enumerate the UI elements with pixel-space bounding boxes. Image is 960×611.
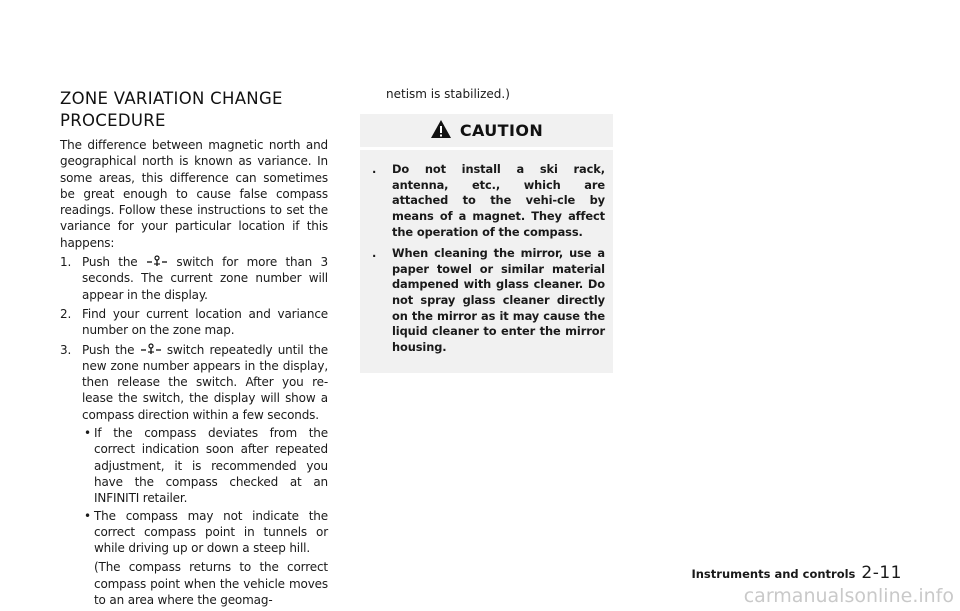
section-heading-line-1: ZONE VARIATION CHANGE (60, 89, 283, 108)
step-number: 1. (60, 255, 72, 270)
page-number: 2-11 (861, 563, 902, 583)
caution-item-1 (368, 162, 605, 240)
compass-switch-icon (140, 343, 162, 355)
step-text: Push the switch for more than 3 seconds. The current zone number will appear in the display. (82, 255, 329, 302)
section-heading-line-2: PROCEDURE (60, 111, 166, 130)
caution-bullet: . (372, 246, 377, 261)
caution-text: When cleaning the mirror, use a paper towel or similar material dampened with glass cleaner. Do not spray glass cleaner directly on the mirror as it may cause the liquid cleaner to enter the mirror housing. (392, 246, 605, 354)
caution-item-2 (368, 246, 605, 355)
bullet-item-2 (82, 508, 328, 557)
step-item-1 (60, 254, 328, 303)
continued-text: netism is stabilized.) (386, 87, 510, 101)
caution-box (360, 114, 613, 373)
left-column (60, 88, 328, 608)
caution-text: Do not install a ski rack, antenna, etc., which are attached to the vehi-cle by means of a magnet. They affect the operation of the compass. (392, 162, 605, 239)
right-column (360, 86, 613, 373)
warning-triangle-icon (430, 119, 460, 143)
step-item-3 (60, 342, 328, 423)
page-footer (691, 563, 902, 583)
step-list (60, 254, 328, 423)
bullet-item-1 (82, 425, 328, 506)
bullet-marker: • (84, 508, 91, 523)
step-number: 3. (60, 342, 72, 357)
caution-bullet: . (372, 162, 377, 177)
step-item-2 (60, 306, 328, 339)
section-heading (60, 88, 328, 132)
caution-title: CAUTION (459, 121, 544, 141)
bullet-continuation: (The compass returns to the correct compass point when the vehicle moves to an area where the geomag- (94, 560, 328, 608)
bullet-text: The compass may not indicate the correct compass point in tunnels or while driving up or down a steep hill. (94, 508, 328, 556)
step-text: Find your current location and variance number on the zone map. (82, 306, 328, 338)
bullet-list (82, 425, 328, 556)
compass-switch-icon (146, 255, 168, 267)
watermark: carmanualsonline.info (743, 585, 954, 607)
bullet-marker: • (84, 426, 91, 441)
footer-section-title: Instruments and controls (691, 567, 856, 581)
intro-paragraph: The difference between magnetic north and geographical north is known as variance. In some areas, this difference can sometimes be great enough to cause false compass readings. Follow these instructions to set the variance for your particular location if this happens: (60, 138, 328, 250)
step-text: Push the switch repeatedly until the new zone number appears in the display, then release the switch. After you re-lease the switch, the display will show a compass direction within a few seconds. (82, 342, 329, 422)
caution-header (360, 114, 613, 150)
caution-body (360, 150, 613, 373)
step-number: 2. (60, 306, 72, 321)
bullet-text: If the compass deviates from the correct indication soon after repeated adjustment, it is recommended you have the compass checked at an INFINITI retailer. (94, 426, 328, 506)
